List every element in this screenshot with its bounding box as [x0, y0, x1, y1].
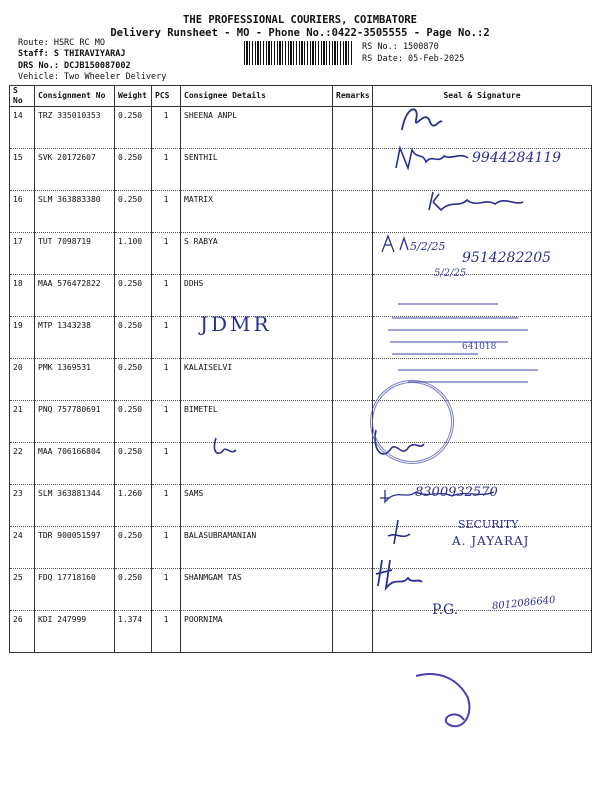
- cell-consignment: SLM 363883380: [35, 191, 115, 233]
- table-row: [10, 275, 592, 317]
- cell-weight: 0.250: [115, 527, 152, 569]
- staff-label: Staff: S THIRAVIYARAJ: [18, 49, 126, 59]
- cell-remarks: [333, 527, 373, 569]
- cell-consignment: MTP 1343238: [35, 317, 115, 359]
- cell-consignment: FDQ 17718160: [35, 569, 115, 611]
- cell-signature: [373, 485, 592, 527]
- cell-signature: [373, 401, 592, 443]
- cell-pcs: 1: [152, 527, 181, 569]
- table-row: [10, 569, 592, 611]
- table-row: [10, 359, 592, 401]
- cell-remarks: [333, 401, 373, 443]
- cell-weight: 0.250: [115, 149, 152, 191]
- cell-pcs: 1: [152, 317, 181, 359]
- cell-weight: 0.250: [115, 359, 152, 401]
- cell-signature: [373, 191, 592, 233]
- cell-remarks: [333, 233, 373, 275]
- cell-pcs: 1: [152, 485, 181, 527]
- stamp-date: 5/2/25: [434, 268, 467, 279]
- cell-consignment: KDI 247999: [35, 611, 115, 653]
- cell-sno: 25: [10, 569, 35, 611]
- barcode: [244, 41, 354, 65]
- cell-sno: 23: [10, 485, 35, 527]
- cell-consignment: PNQ 757780691: [35, 401, 115, 443]
- cell-consignee: S RABYA: [181, 233, 333, 275]
- cell-consignment: TUT 7098719: [35, 233, 115, 275]
- cell-pcs: 1: [152, 275, 181, 317]
- cell-consignment: SVK 20172607: [35, 149, 115, 191]
- cell-pcs: 1: [152, 233, 181, 275]
- cell-remarks: [333, 317, 373, 359]
- cell-consignment: TRZ 335010353: [35, 107, 115, 149]
- cell-consignee: KALAISELVI: [181, 359, 333, 401]
- cell-consignment: MAA 706166804: [35, 443, 115, 485]
- col-consignee: Consignee Details: [181, 86, 333, 107]
- cell-signature: [373, 317, 592, 359]
- cell-weight: 0.250: [115, 107, 152, 149]
- cell-pcs: 1: [152, 149, 181, 191]
- table-row: [10, 233, 592, 275]
- table-header-row: [10, 86, 592, 107]
- cell-signature: [373, 359, 592, 401]
- mark-row-19: JDMR: [200, 312, 272, 336]
- name-row-26: P.G.: [432, 602, 459, 618]
- cell-remarks: [333, 107, 373, 149]
- cell-sno: 20: [10, 359, 35, 401]
- cell-consignee: BIMETEL: [181, 401, 333, 443]
- cell-remarks: [333, 149, 373, 191]
- cell-consignment: SLM 363881344: [35, 485, 115, 527]
- cell-consignment: MAA 576472822: [35, 275, 115, 317]
- drs-label: DRS No.: DCJB150087002: [18, 61, 131, 71]
- cell-remarks: [333, 485, 373, 527]
- cell-weight: 0.250: [115, 443, 152, 485]
- cell-pcs: 1: [152, 401, 181, 443]
- table-row: [10, 401, 592, 443]
- cell-remarks: [333, 275, 373, 317]
- col-remarks: Remarks: [333, 86, 373, 107]
- vehicle-label: Vehicle: Two Wheeler Delivery: [18, 72, 167, 82]
- cell-weight: 0.250: [115, 401, 152, 443]
- cell-sno: 17: [10, 233, 35, 275]
- cell-remarks: [333, 611, 373, 653]
- cell-pcs: 1: [152, 443, 181, 485]
- table-row: [10, 485, 592, 527]
- bottom-ink-mark: [408, 668, 478, 738]
- cell-remarks: [333, 191, 373, 233]
- cell-consignee: SENTHIL: [181, 149, 333, 191]
- cell-sno: 18: [10, 275, 35, 317]
- rs-number: RS No.: 1500870: [362, 42, 439, 52]
- cell-signature: [373, 527, 592, 569]
- cell-pcs: 1: [152, 191, 181, 233]
- cell-consignment: PMK 1369531: [35, 359, 115, 401]
- cell-sno: 14: [10, 107, 35, 149]
- cell-consignee: SHANMGAM TAS: [181, 569, 333, 611]
- table-row: [10, 317, 592, 359]
- cell-consignee: SAMS: [181, 485, 333, 527]
- cell-weight: 1.260: [115, 485, 152, 527]
- cell-pcs: 1: [152, 569, 181, 611]
- cell-signature: [373, 611, 592, 653]
- cell-sno: 16: [10, 191, 35, 233]
- cell-remarks: [333, 443, 373, 485]
- name-row-24: SECURITY: [458, 518, 519, 531]
- cell-signature: [373, 149, 592, 191]
- table-row: [10, 149, 592, 191]
- cell-sno: 22: [10, 443, 35, 485]
- runsheet-table: [9, 85, 592, 653]
- col-sno: S No: [10, 86, 35, 107]
- cell-signature: [373, 569, 592, 611]
- cell-remarks: [333, 359, 373, 401]
- cell-consignee: [181, 317, 333, 359]
- phone-row-26: 8012086640: [491, 594, 557, 613]
- table-row: [10, 443, 592, 485]
- col-weight: Weight: [115, 86, 152, 107]
- rs-date: RS Date: 05-Feb-2025: [362, 54, 465, 64]
- cell-sno: 15: [10, 149, 35, 191]
- cell-consignee: SHEENA ANPL: [181, 107, 333, 149]
- cell-weight: 0.250: [115, 317, 152, 359]
- cell-sno: 19: [10, 317, 35, 359]
- col-pcs: PCS: [152, 86, 181, 107]
- stamp-pin: 641018: [462, 342, 497, 352]
- cell-weight: 1.100: [115, 233, 152, 275]
- cell-weight: 1.374: [115, 611, 152, 653]
- runsheet-title: Delivery Runsheet - MO - Phone No.:0422-3505555 - Page No.:2: [110, 27, 490, 39]
- cell-consignment: TDR 900051597: [35, 527, 115, 569]
- col-signature: Seal & Signature: [373, 86, 592, 107]
- cell-remarks: [333, 569, 373, 611]
- cell-consignee: [181, 443, 333, 485]
- cell-pcs: 1: [152, 611, 181, 653]
- cell-pcs: 1: [152, 107, 181, 149]
- cell-consignee: BALASUBRAMANIAN: [181, 527, 333, 569]
- cell-sno: 26: [10, 611, 35, 653]
- cell-consignee: POORNIMA: [181, 611, 333, 653]
- cell-signature: [373, 275, 592, 317]
- cell-weight: 0.250: [115, 275, 152, 317]
- phone-row-23: 8300932570: [415, 485, 498, 500]
- cell-signature: [373, 443, 592, 485]
- route-label: Route: HSRC RC MO: [18, 38, 105, 48]
- table-row: [10, 107, 592, 149]
- phone-row-15: 9944284119: [472, 150, 562, 166]
- col-consignment: Consignment No: [35, 86, 115, 107]
- name2-row-24: A. JAYARAJ: [452, 534, 530, 548]
- cell-sno: 21: [10, 401, 35, 443]
- cell-signature: [373, 107, 592, 149]
- cell-consignee: MATRIX: [181, 191, 333, 233]
- table-row: [10, 527, 592, 569]
- cell-weight: 0.250: [115, 191, 152, 233]
- phone-row-17: 9514282205: [462, 250, 552, 266]
- table-row: [10, 611, 592, 653]
- date-row-17: 5/2/25: [410, 240, 446, 253]
- cell-consignee: DDHS: [181, 275, 333, 317]
- cell-sno: 24: [10, 527, 35, 569]
- table-row: [10, 191, 592, 233]
- cell-signature: [373, 233, 592, 275]
- company-title: THE PROFESSIONAL COURIERS, COIMBATORE: [183, 14, 417, 26]
- cell-weight: 0.250: [115, 569, 152, 611]
- cell-pcs: 1: [152, 359, 181, 401]
